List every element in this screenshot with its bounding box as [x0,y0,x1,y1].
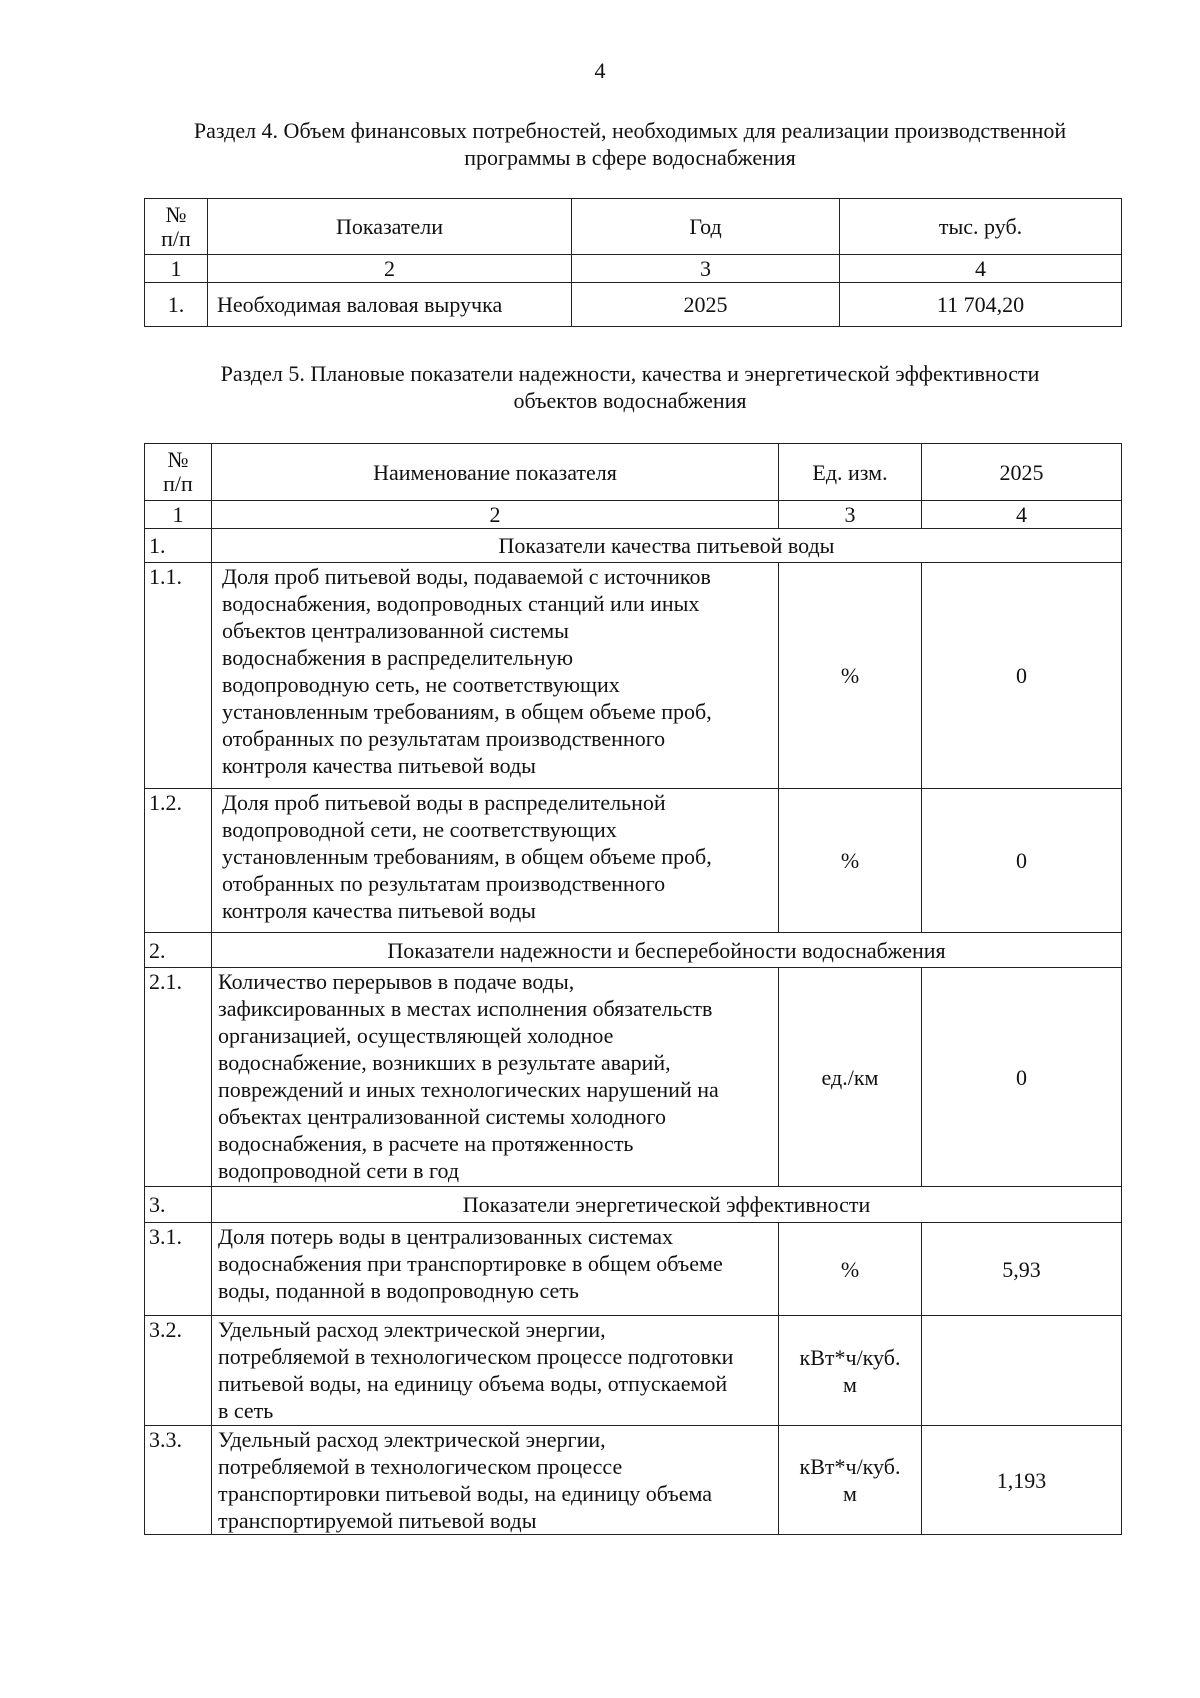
value-cell: 0 [922,968,1122,1187]
section-4-title: Раздел 4. Объем финансовых потребностей, необходимых для реализации производственной программы в сфере водоснабжения [193,118,1067,170]
table-row: 3.1. Доля потерь воды в централизованных системах водоснабжения при транспортировке в общем объеме воды, поданной в водопроводную сеть % 5,93 [145,1223,1122,1316]
table-header-row [145,444,1122,501]
group-title: Показатели качества питьевой воды [212,529,1122,563]
header-year: 2025 [922,444,1122,501]
table-row: 3.3. Удельный расход электрической энергии, потребляемой в технологическом процессе транспортировки питьевой воды, на единицу объема транспортируемой питьевой воды кВт*ч/куб. м 1,193 [145,1426,1122,1535]
table-row: 1.1. Доля проб питьевой воды, подаваемой с источников водоснабжения, водопроводных станций или иных объектов централизованной системы водоснабжения в распределительную водопроводную сеть, не соответствующих установленным требованиям, в общем объеме проб, отобранных по результатам производственного контроля качества питьевой воды % 0 [145,563,1122,789]
header-unit: Ед. изм. [779,444,922,501]
indicator-description: Удельный расход электрической энергии, потребляемой в технологическом процессе подготовки питьевой воды, на единицу объема воды, отпускаемой в сеть [212,1316,779,1426]
unit-cell: кВт*ч/куб. м [779,1426,922,1535]
value-cell: 5,93 [922,1223,1122,1316]
planned-indicators-table [144,443,1122,1535]
financial-needs-table [144,198,1122,327]
unit-cell: % [779,789,922,933]
table-row: 3.2. Удельный расход электрической энергии, потребляемой в технологическом процессе подготовки питьевой воды, на единицу объема воды, отпускаемой в сеть кВт*ч/куб. м [145,1316,1122,1426]
indicator-description: Доля потерь воды в централизованных системах водоснабжения при транспортировке в общем объеме воды, поданной в водопроводную сеть [212,1223,779,1316]
table-row: 2.1. Количество перерывов в подаче воды, зафиксированных в местах исполнения обязательств организацией, осуществляющей холодное водоснабжение, возникших в результате аварий, повреждений и иных технологических нарушений на объектах централизованной системы холодного водоснабжения, в расчете на протяженность водопроводной сети в год ед./км 0 [145,968,1122,1187]
header-indicators: Показатели [208,199,572,255]
value-cell: 0 [922,789,1122,933]
page-number: 4 [594,58,606,83]
indicator-description: Доля проб питьевой воды в распределительной водопроводной сети, не соответствующих установленным требованиям, в общем объеме проб, отобранных по результатам производственного контроля качества питьевой воды [212,789,779,933]
unit-cell: кВт*ч/куб. м [779,1316,922,1426]
indicator-description: Доля проб питьевой воды, подаваемой с источников водоснабжения, водопроводных станций или иных объектов централизованной системы водоснабжения в распределительную водопроводную сеть, не соответствующих установленным требованиям, в общем объеме проб, отобранных по результатам производственного контроля качества питьевой воды [212,563,779,789]
column-numbers-row: 1 2 3 4 [145,501,1122,529]
value-cell: 0 [922,563,1122,789]
column-numbers-row: 1 2 3 4 [145,255,1122,283]
unit-cell: % [779,563,922,789]
header-amount: тыс. руб. [840,199,1122,255]
unit-cell: % [779,1223,922,1316]
group-title: Показатели энергетической эффективности [212,1187,1122,1223]
unit-cell: ед./км [779,968,922,1187]
table-header-row [145,199,1122,255]
header-num: № п/п [145,444,212,501]
table-row: 1.2. Доля проб питьевой воды в распределительной водопроводной сети, не соответствующих установленным требованиям, в общем объеме проб, отобранных по результатам производственного контроля качества питьевой воды % 0 [145,789,1122,933]
table-row: 1. Необходимая валовая выручка 2025 11 704,20 [145,283,1122,327]
indicator-description: Количество перерывов в подаче воды, зафиксированных в местах исполнения обязательств организацией, осуществляющей холодное водоснабжение, возникших в результате аварий, повреждений и иных технологических нарушений на объектах централизованной системы холодного водоснабжения, в расчете на протяженность водопроводной сети в год [212,968,779,1187]
group-row: 1. Показатели качества питьевой воды [145,529,1122,563]
group-row: 2. Показатели надежности и бесперебойности водоснабжения [145,933,1122,968]
value-cell: 1,193 [922,1426,1122,1535]
value-cell [922,1316,1122,1426]
indicator-description: Удельный расход электрической энергии, потребляемой в технологическом процессе транспортировки питьевой воды, на единицу объема транспортируемой питьевой воды [212,1426,779,1535]
header-name: Наименование показателя [212,444,779,501]
header-year: Год [572,199,840,255]
header-num: № п/п [145,199,208,255]
group-row: 3. Показатели энергетической эффективности [145,1187,1122,1223]
section-5-title: Раздел 5. Плановые показатели надежности, качества и энергетической эффективности объектов водоснабжения [220,361,1040,413]
group-title: Показатели надежности и бесперебойности водоснабжения [212,933,1122,968]
